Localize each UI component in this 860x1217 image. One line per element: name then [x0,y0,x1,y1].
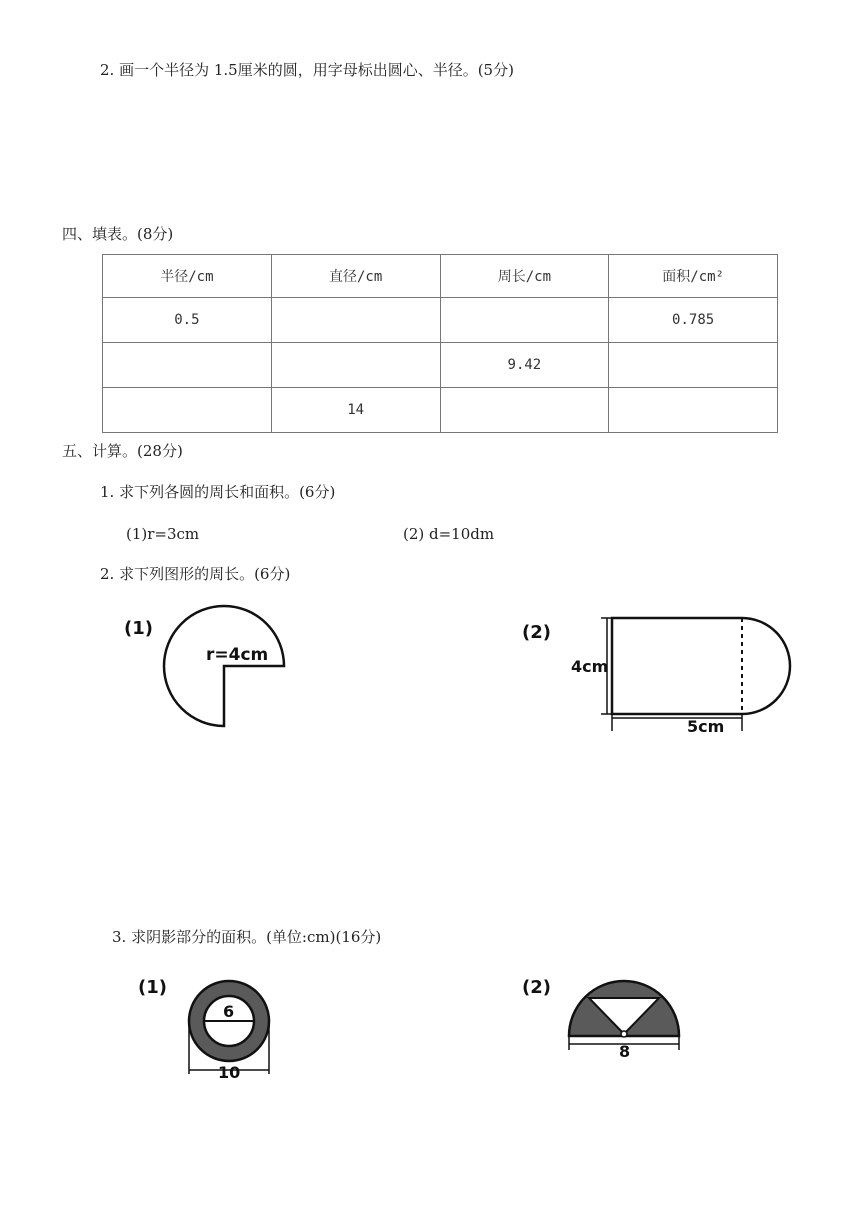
section-4-title: 四、填表。(8分) [62,225,174,243]
table-cell[interactable] [440,298,609,343]
table-cell[interactable] [609,388,778,433]
table-cell[interactable] [609,343,778,388]
section-5-title: 五、计算。(28分) [62,442,183,460]
question-draw-circle: 2. 画一个半径为 1.5厘米的圆，用字母标出圆心、半径。(5分) [100,61,514,79]
figure-label: (1) [138,977,167,998]
figure-label: (2) [522,977,551,998]
figure-label: (2) [522,622,551,643]
fill-in-table [102,254,778,433]
radius-label: r=4cm [206,645,269,665]
table-header-diameter: 直径/cm [271,255,440,298]
figure-label: (1) [124,618,153,639]
base-label: 8 [619,1042,631,1061]
question-5-2: 2. 求下列图形的周长。(6分) [100,565,291,583]
inner-diameter-label: 6 [223,1002,235,1021]
figure-three-quarter-circle [110,600,310,740]
table-cell[interactable] [271,298,440,343]
width-label: 5cm [687,717,725,736]
question-5-3: 3. 求阴影部分的面积。(单位:cm)(16分) [112,928,382,946]
height-label: 4cm [571,657,609,676]
table-cell[interactable] [440,388,609,433]
table-cell[interactable]: 0.5 [103,298,272,343]
table-header-radius: 半径/cm [103,255,272,298]
table-row [103,343,778,388]
table-cell[interactable]: 14 [271,388,440,433]
figure-semicircle-shaded [515,968,715,1068]
question-5-1-a: (1)r=3cm [126,525,200,543]
table-cell[interactable] [271,343,440,388]
outer-diameter-label: 10 [218,1063,241,1082]
table-header-circumference: 周长/cm [440,255,609,298]
table-row [103,388,778,433]
figure-annulus [130,970,300,1085]
question-5-1: 1. 求下列各圆的周长和面积。(6分) [100,483,336,501]
figure-rectangle-semicircle [515,605,805,745]
table-cell[interactable] [103,343,272,388]
table-cell[interactable]: 0.785 [609,298,778,343]
table-cell[interactable]: 9.42 [440,343,609,388]
question-5-1-b: (2) d=10dm [403,525,495,543]
table-header-area: 面积/cm² [609,255,778,298]
table-row [103,298,778,343]
table-header-row [103,255,778,298]
table-cell[interactable] [103,388,272,433]
